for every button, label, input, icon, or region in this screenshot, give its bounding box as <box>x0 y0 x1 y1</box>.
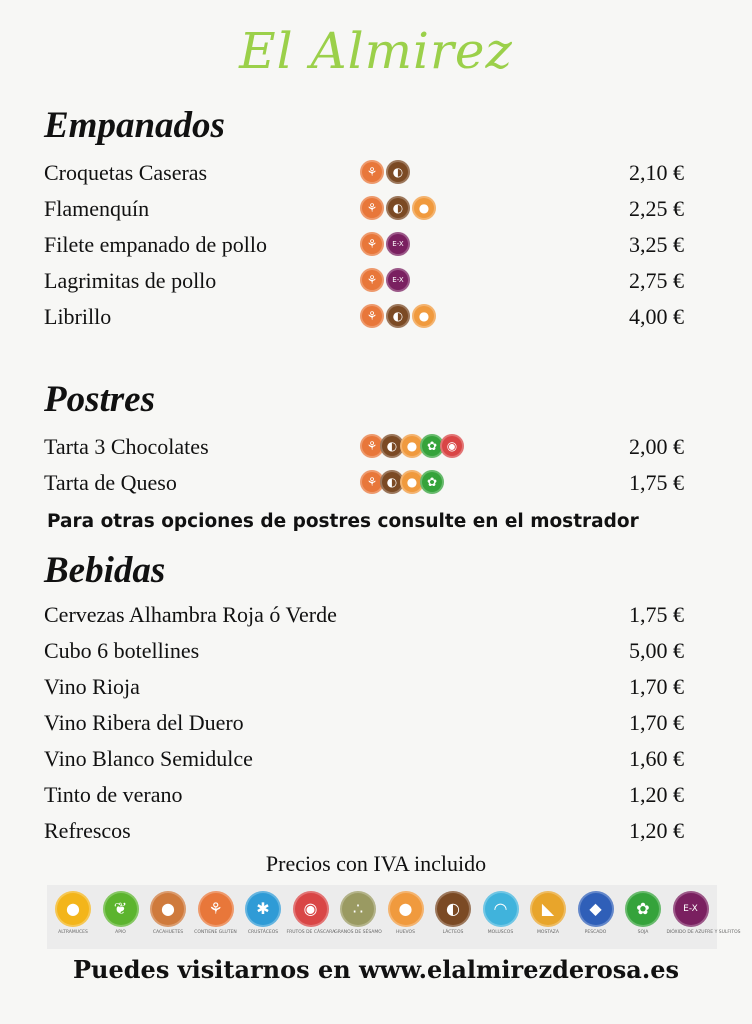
granos-de-sesamo-icon: ∴ <box>340 891 376 927</box>
legend-item <box>666 891 741 936</box>
section-heading-postres: Postres <box>44 379 155 420</box>
gluten-icon: ⚘ <box>198 891 234 927</box>
menu-item-name: Vino Rioja <box>44 674 140 699</box>
menu-item-price: 1,75 € <box>629 602 684 627</box>
allergen-icons <box>360 470 440 496</box>
menu-item-row <box>44 812 684 848</box>
menu-item-name: Tarta 3 Chocolates <box>44 434 209 459</box>
menu-item-name: Croquetas Caseras <box>44 160 208 185</box>
allergen-icons <box>360 268 412 294</box>
legend-item <box>334 891 382 936</box>
gluten-icon: ⚘ <box>360 434 384 458</box>
menu-title: El Almirez <box>239 22 513 80</box>
frutos-de-cascara-icon: ◉ <box>293 891 329 927</box>
apio-icon: ❦ <box>103 891 139 927</box>
menu-item-name: Tarta de Queso <box>44 470 177 495</box>
menu-item-price: 2,00 € <box>629 434 684 459</box>
lacteos-icon: ◐ <box>386 304 410 328</box>
gluten-icon: ⚘ <box>360 160 384 184</box>
legend-label: LÁCTEOS <box>442 930 464 935</box>
menu-item-price: 1,70 € <box>629 674 684 699</box>
menu-item-price: 3,25 € <box>629 232 684 257</box>
menu-item-name: Tinto de verano <box>44 782 183 807</box>
allergen-icons <box>360 160 412 186</box>
soja-icon: ✿ <box>420 470 444 494</box>
legend-item <box>192 891 240 936</box>
sulfitos-icon: E-X <box>386 268 410 292</box>
menu-item-row <box>44 776 684 812</box>
allergen-icons <box>360 232 412 258</box>
altramuces-icon: ● <box>55 891 91 927</box>
postres-list <box>44 428 684 500</box>
menu-item-price: 1,75 € <box>629 470 684 495</box>
soja-icon: ✿ <box>420 434 444 458</box>
cacahuetes-icon: ● <box>150 891 186 927</box>
huevos-icon: ● <box>388 891 424 927</box>
menu-item-row <box>44 740 684 776</box>
menu-item-row <box>44 226 684 262</box>
menu-item-name: Refrescos <box>44 818 131 843</box>
legend-label: CONTIENE GLUTEN <box>194 930 237 935</box>
menu-item-name: Vino Ribera del Duero <box>44 710 244 735</box>
moluscos-icon: ◠ <box>483 891 519 927</box>
menu-item-row <box>44 298 684 334</box>
menu-item-price: 2,25 € <box>629 196 684 221</box>
legend-label: MOSTAZA <box>537 930 559 935</box>
menu-item-row <box>44 632 684 668</box>
legend-item <box>239 891 287 936</box>
lacteos-icon: ◐ <box>380 434 404 458</box>
sulfitos-icon: E-X <box>673 891 709 927</box>
lacteos-icon: ◐ <box>386 196 410 220</box>
legend-item <box>477 891 525 936</box>
legend-label: DIÓXIDO DE AZUFRE Y SULFITOS <box>666 930 741 935</box>
lacteos-icon: ◐ <box>435 891 471 927</box>
menu-item-name: Flamenquín <box>44 196 150 221</box>
legend-label: APIO <box>115 930 126 935</box>
gluten-icon: ⚘ <box>360 304 384 328</box>
huevos-icon: ● <box>412 304 436 328</box>
menu-item-row <box>44 704 684 740</box>
legend-item <box>524 891 572 936</box>
menu-item-row <box>44 154 684 190</box>
footer-website: Puedes visitarnos en www.elalmirezderosa.es <box>73 955 679 984</box>
allergen-icons <box>360 434 460 460</box>
legend-item <box>429 891 477 936</box>
legend-label: SOJA <box>637 930 649 935</box>
menu-item-name: Cubo 6 botellines <box>44 638 200 663</box>
crustaceos-icon: ✱ <box>245 891 281 927</box>
soja-icon: ✿ <box>625 891 661 927</box>
legend-label: MOLUSCOS <box>487 930 514 935</box>
menu-item-price: 1,20 € <box>629 818 684 843</box>
lacteos-icon: ◐ <box>386 160 410 184</box>
legend-label: CACAHUETES <box>152 930 184 935</box>
menu-item-row <box>44 464 684 500</box>
menu-item-price: 1,70 € <box>629 710 684 735</box>
menu-item-name: Cervezas Alhambra Roja ó Verde <box>44 602 337 627</box>
sulfitos-icon: E-X <box>386 232 410 256</box>
menu-item-row <box>44 668 684 704</box>
mostaza-icon: ◣ <box>530 891 566 927</box>
iva-note: Precios con IVA incluido <box>265 851 487 876</box>
menu-item-name: Filete empanado de pollo <box>44 232 267 257</box>
bebidas-list <box>44 596 684 848</box>
legend-label: HUEVOS <box>396 930 415 935</box>
frutos-de-cascara-icon: ◉ <box>440 434 464 458</box>
menu-item-price: 1,20 € <box>629 782 684 807</box>
gluten-icon: ⚘ <box>360 232 384 256</box>
legend-item <box>382 891 430 936</box>
menu-item-name: Vino Blanco Semidulce <box>44 746 253 771</box>
allergen-icons <box>360 304 438 330</box>
postres-note: Para otras opciones de postres consulte en el mostrador <box>47 511 639 532</box>
menu-item-price: 2,75 € <box>629 268 684 293</box>
menu-item-row <box>44 262 684 298</box>
menu-item-row <box>44 190 684 226</box>
legend-label: ALTRAMUCES <box>58 930 88 935</box>
pescado-icon: ◆ <box>578 891 614 927</box>
gluten-icon: ⚘ <box>360 196 384 220</box>
menu-item-name: Lagrimitas de pollo <box>44 268 217 293</box>
legend-item <box>97 891 145 936</box>
legend-item <box>144 891 192 936</box>
allergen-legend <box>47 885 741 949</box>
huevos-icon: ● <box>400 434 424 458</box>
section-heading-empanados: Empanados <box>44 105 225 146</box>
legend-label: FRUTOS DE CÁSCARA <box>286 930 336 935</box>
menu-item-price: 5,00 € <box>629 638 684 663</box>
menu-item-name: Librillo <box>44 304 112 329</box>
legend-item <box>287 891 335 936</box>
section-heading-bebidas: Bebidas <box>44 550 166 591</box>
legend-item <box>619 891 667 936</box>
allergen-icons <box>360 196 438 222</box>
legend-label: GRANOS DE SÉSAMO <box>334 930 382 935</box>
lacteos-icon: ◐ <box>380 470 404 494</box>
menu-item-price: 2,10 € <box>629 160 684 185</box>
legend-label: CRUSTÁCEOS <box>247 930 279 935</box>
legend-item <box>49 891 97 936</box>
menu-item-price: 1,60 € <box>629 746 684 771</box>
legend-label: PESCADO <box>584 930 607 935</box>
legend-item <box>572 891 620 936</box>
huevos-icon: ● <box>412 196 436 220</box>
menu-item-row <box>44 428 684 464</box>
menu-item-price: 4,00 € <box>629 304 684 329</box>
gluten-icon: ⚘ <box>360 268 384 292</box>
empanados-list <box>44 154 684 334</box>
menu-item-row <box>44 596 684 632</box>
huevos-icon: ● <box>400 470 424 494</box>
gluten-icon: ⚘ <box>360 470 384 494</box>
